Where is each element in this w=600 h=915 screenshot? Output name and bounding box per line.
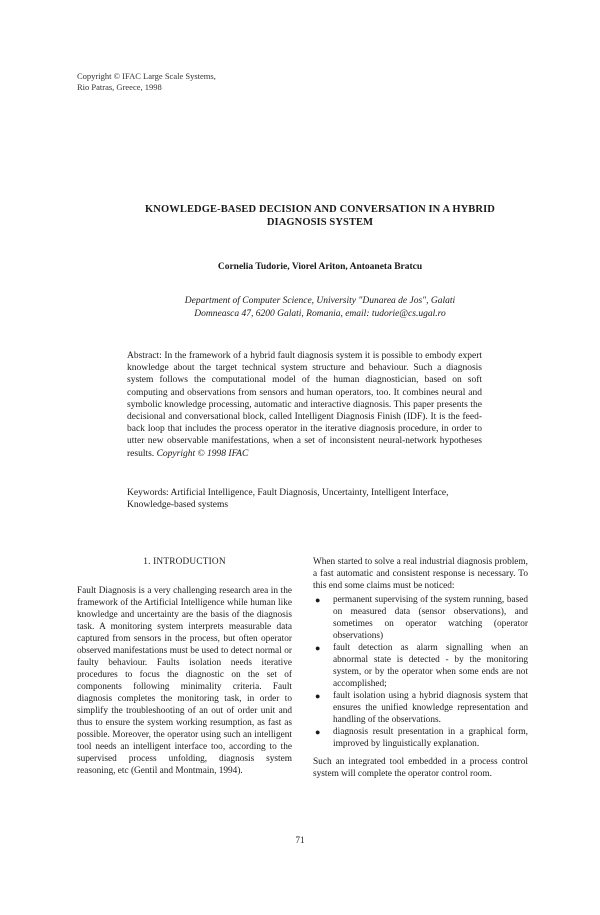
introduction-paragraph: Fault Diagnosis is a very challenging research area in the framework of the Artificial Intelligence while human like knowledge and uncertainty are the basis of the diagnosis task. A monitoring system interprets measurable data captured from sensors in the process, but often operator observed manifestations must be used to detect normal or faulty behaviour. Faults isolation needs iterative procedures to focus the diagnostic on the set of components following minimality criteria. Fault diagnosis completes the monitoring task, in order to simplify the troubleshooting of an out of order unit and thus to ensure the system working resumption, as fast as possible. Moreover, the operator using such an intelligent tool needs an intelligent interface too, according to the supervised process unfolding, diagnosis system reasoning, etc (Gentil and Montmain, 1994).	[77, 586, 292, 776]
page-number: 71	[295, 835, 305, 845]
affiliation	[110, 295, 530, 321]
title-line-2: DIAGNOSIS SYSTEM	[266, 217, 374, 228]
list-item	[313, 690, 528, 726]
list-item	[313, 594, 528, 642]
claims-list	[313, 594, 528, 750]
affiliation-line-1: Department of Computer Science, University "Dunarea de Jos", Galati	[184, 296, 456, 306]
affiliation-line-2: Domneasca 47, 6200 Galati, Romania, email: tudorie@cs.ugal.ro	[194, 309, 446, 319]
list-item-text: permanent supervising of the system running, based on measured data (sensor observations), and sometimes on operator watching (operator observations)	[333, 595, 528, 641]
list-item	[313, 642, 528, 690]
bullet-icon: ●	[315, 643, 321, 653]
copyright-notice	[77, 71, 216, 93]
title-line-1: KNOWLEDGE-BASED DECISION AND CONVERSATION IN A HYBRID	[145, 204, 495, 215]
copyright-line-1: Copyright © IFAC Large Scale Systems,	[77, 71, 216, 81]
left-column	[77, 556, 292, 777]
abstract	[127, 350, 482, 460]
bullet-icon: ●	[315, 727, 321, 737]
abstract-text: Abstract: In the framework of a hybrid fault diagnosis system it is possible to embody expert knowledge about the target technical system structure and behaviour. Such a diagnosis system follows the computational model of the human diagnostician, based on soft computing and observations from sensors and human operators, too. It combines neural and symbolic knowledge processing, automatic and interactive diagnosis. This paper presents the decisional and conversational block, called Intelligent Diagnosis Finish (IDF). It is the feed-back loop that includes the process operator in the iterative diagnosis procedure, in order to utter new observable manifestations, when a set of inconsistent neural-network hypotheses results.	[127, 351, 482, 459]
section-heading-introduction: 1. INTRODUCTION	[143, 557, 226, 567]
bullet-icon: ●	[315, 595, 321, 605]
bullet-icon: ●	[315, 691, 321, 701]
right-intro-paragraph: When started to solve a real industrial diagnosis problem, a fast automatic and consistent response is necessary. To this end some claims must be noticed:	[313, 557, 528, 591]
list-item-text: fault detection as alarm signalling when an abnormal state is detected - by the monitoring system, or by the operator when some ends are not accomplished;	[333, 643, 528, 689]
list-item	[313, 726, 528, 750]
keywords: Keywords: Artificial Intelligence, Fault Diagnosis, Uncertainty, Intelligent Interface, Knowledge-based systems	[127, 488, 449, 511]
list-item-text: fault isolation using a hybrid diagnosis system that ensures the unified knowledge representation and handling of the observations.	[333, 691, 528, 725]
list-item-text: diagnosis result presentation in a graphical form, improved by linguistically explanation.	[333, 727, 528, 749]
closing-paragraph: Such an integrated tool embedded in a process control system will complete the operator control room.	[313, 757, 528, 779]
paper-title	[110, 203, 530, 229]
abstract-copyright: Copyright © 1998 IFAC	[156, 448, 249, 459]
right-column	[313, 556, 528, 780]
authors: Cornelia Tudorie, Viorel Ariton, Antoaneta Bratcu	[217, 262, 423, 272]
copyright-line-2: Rio Patras, Greece, 1998	[77, 82, 162, 92]
